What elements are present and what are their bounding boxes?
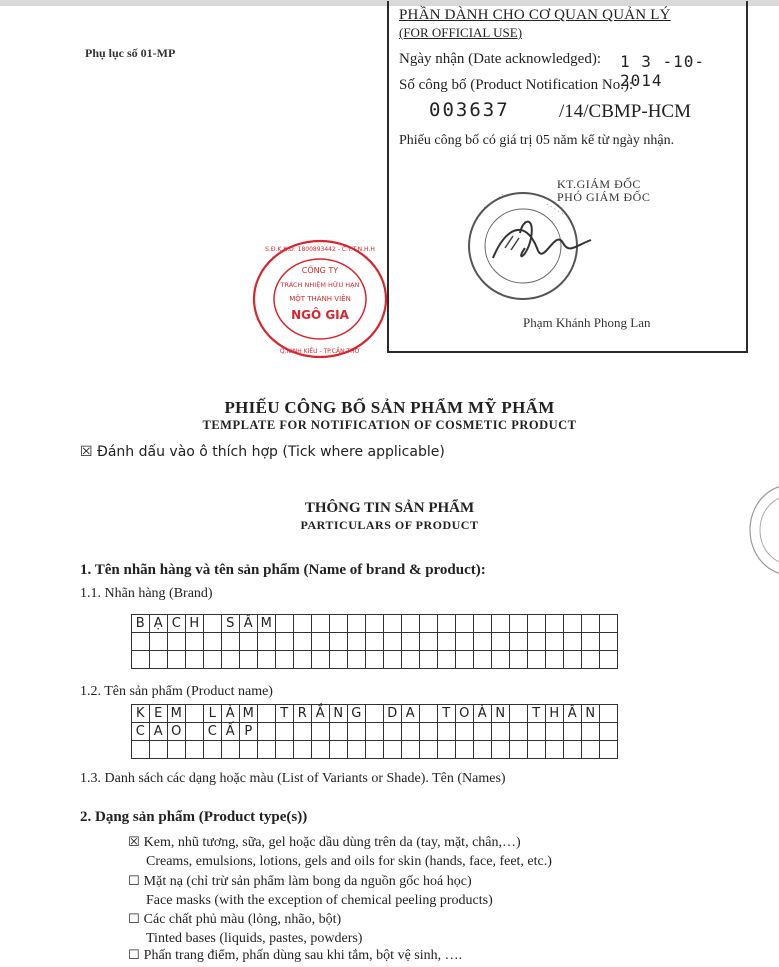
grid-row — [132, 741, 618, 759]
grid-cell: N — [582, 705, 600, 723]
grid-cell — [366, 615, 384, 633]
grid-cell — [510, 615, 528, 633]
grid-cell — [474, 633, 492, 651]
grid-cell — [240, 651, 258, 669]
grid-cell — [186, 651, 204, 669]
svg-text:CÔNG TY: CÔNG TY — [301, 266, 339, 275]
particulars-title-vn: THÔNG TIN SẢN PHẨM — [304, 500, 475, 516]
grid-cell — [564, 741, 582, 759]
grid-cell — [510, 705, 528, 723]
date-acknowledged-label: Ngày nhận (Date acknowledged): — [399, 51, 602, 67]
grid-cell — [348, 615, 366, 633]
grid-cell — [312, 723, 330, 741]
grid-cell — [402, 615, 420, 633]
grid-cell — [240, 633, 258, 651]
grid-cell — [582, 723, 600, 741]
grid-cell — [312, 651, 330, 669]
grid-cell — [582, 651, 600, 669]
grid-row — [132, 723, 618, 741]
grid-cell — [492, 651, 510, 669]
grid-cell — [402, 723, 420, 741]
appendix-label: Phụ lục số 01-MP — [85, 46, 176, 60]
grid-cell — [546, 615, 564, 633]
form-title-vn: PHIẾU CÔNG BỐ SẢN PHẨM MỸ PHẨM — [224, 398, 555, 417]
grid-cell — [402, 651, 420, 669]
grid-cell — [582, 633, 600, 651]
grid-cell: D — [384, 705, 402, 723]
grid-cell — [276, 615, 294, 633]
grid-cell — [384, 741, 402, 759]
svg-text:· · · · ·: · · · · · — [544, 200, 566, 218]
grid-cell — [204, 615, 222, 633]
brand-label: 1.1. Nhãn hàng (Brand) — [80, 586, 213, 601]
grid-cell: T — [438, 705, 456, 723]
grid-cell — [204, 651, 222, 669]
official-seal-icon — [465, 188, 593, 306]
grid-cell — [186, 705, 204, 723]
grid-cell — [438, 615, 456, 633]
grid-cell — [402, 633, 420, 651]
grid-cell — [456, 741, 474, 759]
grid-cell — [510, 633, 528, 651]
grid-cell — [420, 633, 438, 651]
grid-cell: À — [474, 705, 492, 723]
grid-cell — [186, 723, 204, 741]
grid-cell — [150, 741, 168, 759]
grid-cell — [474, 615, 492, 633]
grid-cell — [222, 633, 240, 651]
grid-cell — [366, 723, 384, 741]
grid-cell — [258, 723, 276, 741]
official-title-vn: PHẦN DÀNH CHO CƠ QUAN QUẢN LÝ — [399, 7, 671, 23]
grid-cell — [132, 633, 150, 651]
grid-row — [132, 651, 618, 669]
grid-cell — [384, 723, 402, 741]
notification-number-stamp: 003637 — [429, 99, 510, 121]
option-label-en: Face masks (with the exception of chemical peeling products) — [146, 893, 493, 908]
grid-cell — [366, 651, 384, 669]
grid-cell — [420, 615, 438, 633]
grid-cell — [402, 741, 420, 759]
grid-cell — [294, 741, 312, 759]
product-type-option — [128, 874, 472, 890]
grid-cell: O — [168, 723, 186, 741]
grid-cell: C — [132, 723, 150, 741]
grid-cell — [564, 633, 582, 651]
signer-name: Phạm Khánh Phong Lan — [523, 315, 651, 330]
edge-seal-icon — [740, 480, 779, 580]
grid-cell — [456, 615, 474, 633]
grid-cell — [168, 633, 186, 651]
grid-cell — [258, 651, 276, 669]
grid-cell: H — [186, 615, 204, 633]
grid-cell — [366, 741, 384, 759]
grid-cell: Ạ — [150, 615, 168, 633]
grid-row — [132, 705, 618, 723]
grid-cell — [600, 651, 618, 669]
product-name-grid — [131, 704, 618, 759]
grid-cell: C — [168, 615, 186, 633]
product-type-option — [128, 912, 341, 928]
official-title-en: (FOR OFFICIAL USE) — [399, 25, 523, 40]
svg-text:· · · · · ·: · · · · · · — [481, 191, 507, 212]
grid-cell: H — [546, 705, 564, 723]
tick-instruction: ☒ Đánh dấu vào ô thích hợp (Tick where applicable) — [80, 444, 445, 460]
grid-cell — [384, 615, 402, 633]
grid-cell: E — [150, 705, 168, 723]
grid-cell — [330, 651, 348, 669]
option-label-vn: Các chất phủ màu (lỏng, nhão, bột) — [143, 912, 342, 927]
grid-cell — [258, 705, 276, 723]
grid-cell: C — [204, 723, 222, 741]
svg-text:Q.NINH KIỀU - TP.CẦN THƠ: Q.NINH KIỀU - TP.CẦN THƠ — [279, 348, 361, 355]
option-label-vn: Mặt nạ (chỉ trừ sản phẩm làm bong da nguồn gốc hoá học) — [143, 874, 472, 889]
grid-cell: G — [348, 705, 366, 723]
section1-heading: 1. Tên nhãn hàng và tên sản phẩm (Name of brand & product): — [80, 562, 486, 578]
grid-cell: M — [240, 705, 258, 723]
grid-cell — [204, 633, 222, 651]
grid-cell — [600, 633, 618, 651]
grid-cell — [294, 651, 312, 669]
grid-cell — [384, 651, 402, 669]
grid-cell — [222, 741, 240, 759]
grid-cell — [600, 723, 618, 741]
grid-cell — [276, 741, 294, 759]
grid-row — [132, 615, 618, 633]
option-label-vn: Phấn trang điểm, phấn dùng sau khi tắm, bột vệ sinh, …. — [143, 948, 463, 963]
checkbox-icon[interactable]: ☐ — [128, 874, 140, 889]
grid-cell — [564, 615, 582, 633]
grid-cell — [456, 651, 474, 669]
validity-note: Phiếu công bố có giá trị 05 năm kể từ ngày nhận. — [399, 133, 675, 148]
grid-cell — [330, 633, 348, 651]
grid-cell — [132, 651, 150, 669]
grid-cell: T — [528, 705, 546, 723]
grid-cell — [582, 741, 600, 759]
grid-cell — [546, 741, 564, 759]
svg-text:S.Đ.K.K.D: 1800893442 - C.T.T.: S.Đ.K.K.D: 1800893442 - C.T.T.N.H.H — [265, 246, 375, 253]
notification-number-suffix: /14/CBMP-HCM — [559, 101, 691, 122]
grid-cell — [348, 633, 366, 651]
grid-cell: N — [330, 705, 348, 723]
grid-cell: T — [276, 705, 294, 723]
grid-cell — [528, 741, 546, 759]
grid-cell: Ắ — [312, 705, 330, 723]
notification-number-label: Số công bố (Product Notification No.): — [399, 77, 634, 93]
grid-cell — [510, 651, 528, 669]
grid-cell: O — [456, 705, 474, 723]
checkbox-icon[interactable]: ☐ — [128, 912, 140, 927]
grid-cell — [492, 633, 510, 651]
grid-cell: A — [402, 705, 420, 723]
grid-cell — [546, 651, 564, 669]
grid-cell — [330, 723, 348, 741]
grid-cell — [312, 633, 330, 651]
grid-cell — [600, 615, 618, 633]
svg-text:TRÁCH NHIỆM HỮU HẠN: TRÁCH NHIỆM HỮU HẠN — [280, 281, 360, 289]
grid-cell — [348, 723, 366, 741]
svg-text:NGÔ GIA: NGÔ GIA — [291, 308, 349, 322]
option-label-en: Tinted bases (liquids, pastes, powders) — [146, 931, 363, 946]
grid-cell — [258, 741, 276, 759]
grid-cell: M — [168, 705, 186, 723]
grid-cell — [582, 615, 600, 633]
grid-cell — [186, 741, 204, 759]
grid-cell: L — [204, 705, 222, 723]
grid-cell — [438, 651, 456, 669]
grid-cell — [348, 741, 366, 759]
grid-cell — [384, 633, 402, 651]
grid-cell: N — [492, 705, 510, 723]
grid-cell — [240, 741, 258, 759]
grid-cell — [474, 723, 492, 741]
grid-cell: P — [240, 723, 258, 741]
grid-cell — [294, 615, 312, 633]
grid-cell: B — [132, 615, 150, 633]
grid-cell — [312, 741, 330, 759]
grid-cell: M — [258, 615, 276, 633]
grid-cell: S — [222, 615, 240, 633]
grid-cell — [366, 705, 384, 723]
grid-cell — [420, 723, 438, 741]
grid-cell — [438, 633, 456, 651]
grid-cell — [276, 723, 294, 741]
grid-cell — [276, 651, 294, 669]
grid-cell — [330, 741, 348, 759]
particulars-title-en: PARTICULARS OF PRODUCT — [300, 518, 479, 532]
grid-cell — [420, 705, 438, 723]
grid-cell: À — [222, 705, 240, 723]
grid-cell — [168, 651, 186, 669]
grid-cell — [294, 633, 312, 651]
grid-cell — [168, 741, 186, 759]
grid-cell — [186, 633, 204, 651]
grid-cell — [564, 723, 582, 741]
grid-cell — [420, 741, 438, 759]
signer-title: KT.GIÁM ĐỐC PHÓ GIÁM ĐỐC — [557, 177, 651, 204]
product-type-option — [128, 948, 462, 964]
grid-cell — [600, 741, 618, 759]
product-name-label: 1.2. Tên sản phẩm (Product name) — [80, 684, 273, 699]
option-label-en: Creams, emulsions, lotions, gels and oils for skin (hands, face, feet, etc.) — [146, 854, 552, 869]
form-title-en: TEMPLATE FOR NOTIFICATION OF COSMETIC PRODUCT — [202, 418, 577, 432]
checkbox-icon[interactable]: ☒ — [128, 835, 140, 850]
company-seal-icon — [250, 237, 390, 361]
grid-cell — [294, 723, 312, 741]
grid-cell: A — [150, 723, 168, 741]
section2-heading: 2. Dạng sản phẩm (Product type(s)) — [80, 809, 308, 825]
grid-cell — [438, 741, 456, 759]
grid-cell — [528, 723, 546, 741]
grid-cell — [132, 741, 150, 759]
grid-cell — [456, 633, 474, 651]
variants-label: 1.3. Danh sách các dạng hoặc màu (List of Variants or Shade). Tên (Names) — [80, 771, 506, 786]
grid-cell — [222, 651, 240, 669]
svg-text:MỘT THÀNH VIÊN: MỘT THÀNH VIÊN — [289, 295, 351, 303]
grid-cell — [150, 633, 168, 651]
grid-cell — [492, 741, 510, 759]
grid-cell — [600, 705, 618, 723]
grid-cell — [546, 633, 564, 651]
grid-cell — [528, 651, 546, 669]
grid-cell — [528, 615, 546, 633]
grid-cell — [492, 615, 510, 633]
grid-cell — [258, 633, 276, 651]
grid-cell — [276, 633, 294, 651]
grid-cell — [528, 633, 546, 651]
grid-cell — [330, 615, 348, 633]
grid-cell — [492, 723, 510, 741]
brand-grid — [131, 614, 618, 669]
grid-cell — [474, 651, 492, 669]
grid-cell — [204, 741, 222, 759]
grid-cell — [474, 741, 492, 759]
grid-row — [132, 633, 618, 651]
grid-cell — [348, 651, 366, 669]
grid-cell — [456, 723, 474, 741]
grid-cell — [366, 633, 384, 651]
checkbox-icon[interactable]: ☐ — [128, 948, 140, 963]
grid-cell — [510, 723, 528, 741]
product-type-option — [128, 835, 521, 851]
grid-cell: Â — [240, 615, 258, 633]
grid-cell — [546, 723, 564, 741]
grid-cell: Â — [564, 705, 582, 723]
grid-cell — [312, 615, 330, 633]
grid-cell — [564, 651, 582, 669]
grid-cell — [510, 741, 528, 759]
grid-cell: K — [132, 705, 150, 723]
grid-cell: R — [294, 705, 312, 723]
grid-cell — [150, 651, 168, 669]
grid-cell — [438, 723, 456, 741]
option-label-vn: Kem, nhũ tương, sữa, gel hoặc dầu dùng trên da (tay, mặt, chân,…) — [143, 835, 521, 850]
grid-cell: Ấ — [222, 723, 240, 741]
date-acknowledged-stamp: 1 3 -10- 2014 — [620, 52, 706, 90]
grid-cell — [420, 651, 438, 669]
